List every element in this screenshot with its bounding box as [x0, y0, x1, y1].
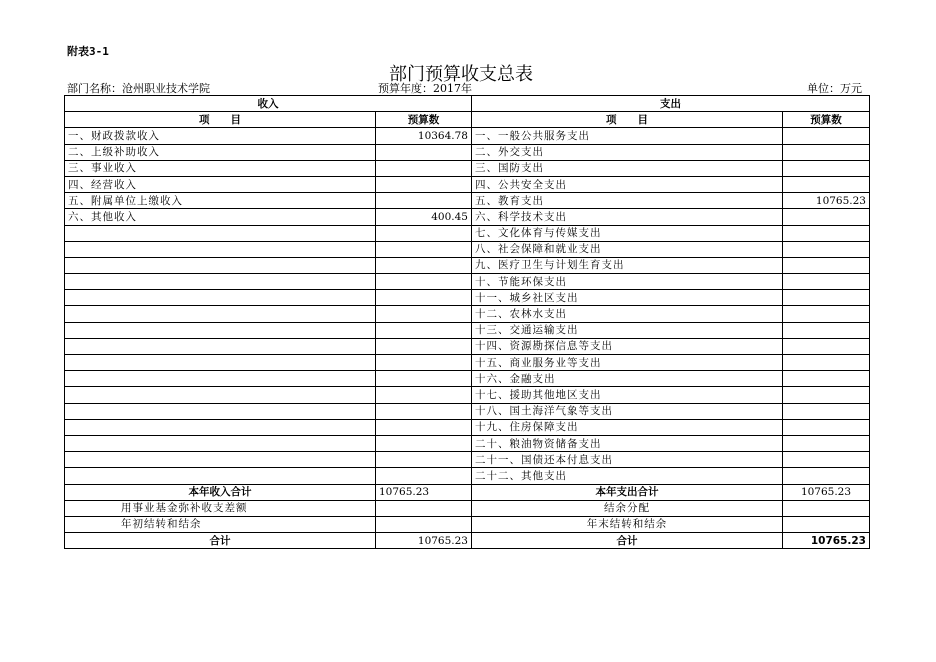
fund-make-up-label: 用事业基金弥补收支差额: [65, 500, 376, 516]
income-item-header: 项 目: [65, 112, 376, 128]
begin-balance-value: [376, 516, 472, 532]
income-item: [65, 468, 376, 484]
grand-total-income-value: 10765.23: [376, 533, 472, 549]
income-item: [65, 322, 376, 338]
expense-value: [783, 241, 870, 257]
begin-balance-label: 年初结转和结余: [65, 516, 376, 532]
expense-item: 十九、住房保障支出: [472, 419, 783, 435]
expense-item: 十五、商业服务业等支出: [472, 355, 783, 371]
budget-summary-table: [64, 95, 870, 549]
column-header-row: [65, 112, 870, 128]
income-value: [376, 435, 472, 451]
expense-value: [783, 257, 870, 273]
income-item: [65, 403, 376, 419]
expense-value: [783, 225, 870, 241]
fund-row: [65, 500, 870, 516]
year-income-total-value: 10765.23: [376, 484, 472, 500]
table-row: [65, 371, 870, 387]
expense-value: [783, 160, 870, 176]
table-row: [65, 452, 870, 468]
expense-item: 十、节能环保支出: [472, 274, 783, 290]
table-row: [65, 338, 870, 354]
expense-value: [783, 128, 870, 144]
table-row: [65, 209, 870, 225]
table-row: [65, 257, 870, 273]
expense-item: 十六、金融支出: [472, 371, 783, 387]
expense-value: [783, 452, 870, 468]
expense-item: 三、国防支出: [472, 160, 783, 176]
income-item: [65, 241, 376, 257]
year-expense-total-label: 本年支出合计: [472, 484, 783, 500]
grand-total-expense-value: 10765.23: [783, 533, 870, 549]
expense-item: 十二、农林水支出: [472, 306, 783, 322]
year-total-row: [65, 484, 870, 500]
expense-budget-header: 预算数: [783, 112, 870, 128]
table-row: [65, 274, 870, 290]
grand-total-row: [65, 533, 870, 549]
expense-value: [783, 322, 870, 338]
expense-item: 十三、交通运输支出: [472, 322, 783, 338]
expense-value: [783, 419, 870, 435]
income-item: 三、事业收入: [65, 160, 376, 176]
expense-value: [783, 435, 870, 451]
expense-item: 十七、援助其他地区支出: [472, 387, 783, 403]
expense-item-header: 项 目: [472, 112, 783, 128]
income-value: [376, 355, 472, 371]
table-row: [65, 387, 870, 403]
income-value: [376, 290, 472, 306]
table-row: [65, 225, 870, 241]
budget-year: 预算年度：2017年: [378, 82, 472, 95]
income-value: [376, 193, 472, 209]
expense-item: 二十一、国债还本付息支出: [472, 452, 783, 468]
expense-item: 一、一般公共服务支出: [472, 128, 783, 144]
grand-total-income-label: 合计: [65, 533, 376, 549]
income-value: [376, 274, 472, 290]
table-row: [65, 290, 870, 306]
table-row: [65, 193, 870, 209]
expense-value: [783, 403, 870, 419]
expense-item: 二十二、其他支出: [472, 468, 783, 484]
income-value: [376, 419, 472, 435]
income-item: [65, 371, 376, 387]
expense-item: 五、教育支出: [472, 193, 783, 209]
year-expense-total-value: 10765.23: [783, 484, 870, 500]
income-item: 一、财政拨款收入: [65, 128, 376, 144]
expense-item: 八、社会保障和就业支出: [472, 241, 783, 257]
department-name: 部门名称：沧州职业技术学院: [67, 82, 210, 95]
expense-value: [783, 176, 870, 192]
expense-item: 二、外交支出: [472, 144, 783, 160]
income-header: 收入: [65, 96, 472, 112]
expense-header: 支出: [472, 96, 870, 112]
expense-value: [783, 468, 870, 484]
income-value: [376, 241, 472, 257]
income-item: [65, 355, 376, 371]
surplus-distribution-label: 结余分配: [472, 500, 783, 516]
income-item: [65, 274, 376, 290]
page-title: 部门预算收支总表: [389, 64, 533, 85]
expense-value: [783, 290, 870, 306]
table-row: [65, 419, 870, 435]
income-value: [376, 403, 472, 419]
income-item: [65, 452, 376, 468]
expense-value: [783, 371, 870, 387]
attachment-label: 附表3-1: [67, 45, 109, 58]
section-header-row: [65, 96, 870, 112]
income-value: [376, 338, 472, 354]
table-row: [65, 468, 870, 484]
income-value: [376, 371, 472, 387]
expense-value: [783, 274, 870, 290]
income-item: [65, 225, 376, 241]
expense-value: 10765.23: [783, 193, 870, 209]
table-row: [65, 355, 870, 371]
expense-item: 十一、城乡社区支出: [472, 290, 783, 306]
income-item: [65, 290, 376, 306]
table-row: [65, 306, 870, 322]
income-budget-header: 预算数: [376, 112, 472, 128]
table-row: [65, 322, 870, 338]
expense-item: 六、科学技术支出: [472, 209, 783, 225]
income-value: [376, 160, 472, 176]
table-row: [65, 176, 870, 192]
income-item: [65, 306, 376, 322]
income-value: [376, 225, 472, 241]
income-item: [65, 387, 376, 403]
income-value: [376, 176, 472, 192]
income-value: [376, 257, 472, 273]
income-value: [376, 144, 472, 160]
expense-item: 七、文化体育与传媒支出: [472, 225, 783, 241]
expense-item: 二十、粮油物资储备支出: [472, 435, 783, 451]
income-value: [376, 306, 472, 322]
table-row: [65, 128, 870, 144]
income-value: 10364.78: [376, 128, 472, 144]
income-item: 六、其他收入: [65, 209, 376, 225]
expense-item: 十八、国土海洋气象等支出: [472, 403, 783, 419]
expense-item: 四、公共安全支出: [472, 176, 783, 192]
table-row: [65, 144, 870, 160]
unit-label: 单位：万元: [807, 82, 862, 95]
balance-row: [65, 516, 870, 532]
fund-make-up-value: [376, 500, 472, 516]
surplus-distribution-value: [783, 500, 870, 516]
expense-value: [783, 306, 870, 322]
expense-value: [783, 338, 870, 354]
table-row: [65, 241, 870, 257]
income-value: [376, 468, 472, 484]
income-value: [376, 387, 472, 403]
expense-value: [783, 387, 870, 403]
end-balance-label: 年末结转和结余: [472, 516, 783, 532]
table-row: [65, 160, 870, 176]
expense-value: [783, 144, 870, 160]
table-row: [65, 403, 870, 419]
income-item: [65, 419, 376, 435]
end-balance-value: [783, 516, 870, 532]
expense-value: [783, 209, 870, 225]
income-item: [65, 338, 376, 354]
income-item: 二、上级补助收入: [65, 144, 376, 160]
table-row: [65, 435, 870, 451]
income-value: [376, 322, 472, 338]
income-value: 400.45: [376, 209, 472, 225]
year-income-total-label: 本年收入合计: [65, 484, 376, 500]
income-item: 五、附属单位上缴收入: [65, 193, 376, 209]
expense-item: 十四、资源勘探信息等支出: [472, 338, 783, 354]
expense-item: 九、医疗卫生与计划生育支出: [472, 257, 783, 273]
income-item: [65, 435, 376, 451]
grand-total-expense-label: 合计: [472, 533, 783, 549]
income-value: [376, 452, 472, 468]
income-item: [65, 257, 376, 273]
expense-value: [783, 355, 870, 371]
income-item: 四、经营收入: [65, 176, 376, 192]
